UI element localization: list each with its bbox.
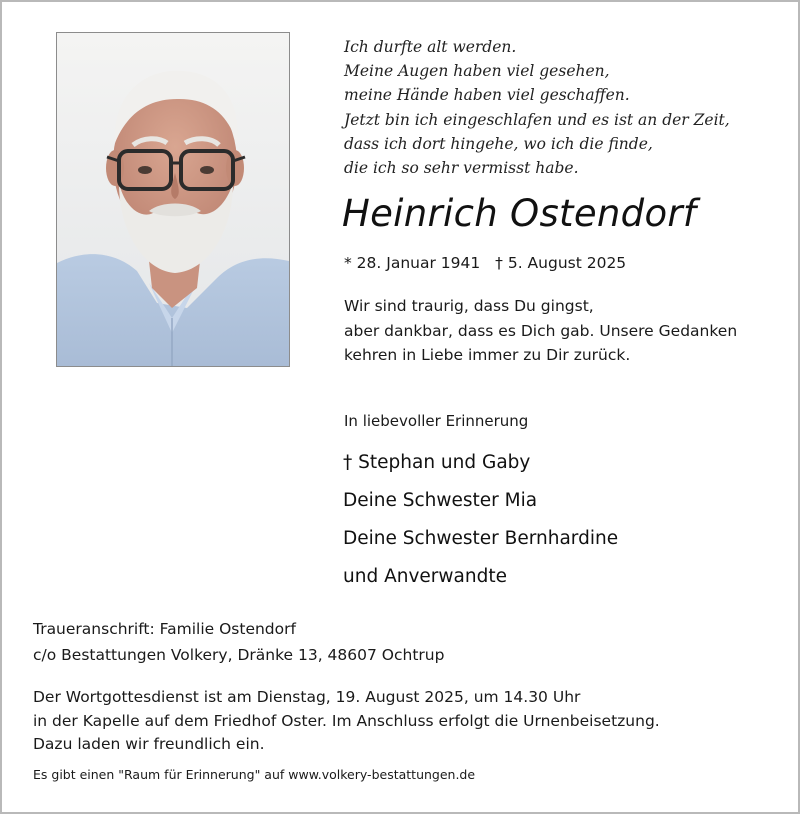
mourner-entry: Deine Schwester Bernhardine [343,528,619,549]
address-line: c/o Bestattungen Volkery, Dränke 13, 48607 Ochtrup [33,646,445,664]
life-dates [344,254,636,272]
death-date: † 5. August 2025 [495,254,627,272]
poem [344,35,730,180]
mourner-entry: Deine Schwester Mia [343,490,538,511]
sorrow-line: Wir sind traurig, dass Du gingst, [344,297,594,315]
poem-line: Meine Augen haben viel gesehen, [344,62,610,81]
mourner-entry: und Anverwandte [343,566,507,587]
poem-line: die ich so sehr vermisst habe. [344,158,579,177]
deceased-name: Heinrich Ostendorf [342,192,697,235]
service-line: Der Wortgottesdienst ist am Dienstag, 19. August 2025, um 14.30 Uhr [33,688,581,706]
service-line: in der Kapelle auf dem Friedhof Oster. Im Anschluss erfolgt die Urnenbeisetzung. [33,711,660,730]
mourning-address [33,616,444,668]
poem-line: Ich durfte alt werden. [344,38,517,56]
mourners-list [343,444,618,596]
memory-heading: In liebevoller Erinnerung [344,412,529,430]
sorrow-line: aber dankbar, dass es Dich gab. Unsere Gedanken [344,321,738,340]
sorrow-line: kehren in Liebe immer zu Dir zurück. [344,346,631,364]
sorrow-text [344,294,737,368]
poem-line: Jetzt bin ich eingeschlafen und es ist an der Zeit, [344,110,730,129]
address-line: Traueranschrift: Familie Ostendorf [33,620,296,638]
footer-note: Es gibt einen "Raum für Erinnerung" auf www.volkery-bestattungen.de [33,767,476,782]
poem-line: meine Hände haben viel geschaffen. [344,86,630,105]
service-line: Dazu laden wir freundlich ein. [33,735,265,753]
mourner-entry: † Stephan und Gaby [343,452,531,473]
portrait-photo [56,32,290,367]
poem-line: dass ich dort hingehe, wo ich die finde, [344,134,653,153]
birth-date: * 28. Januar 1941 [344,254,481,272]
service-info [33,686,660,757]
